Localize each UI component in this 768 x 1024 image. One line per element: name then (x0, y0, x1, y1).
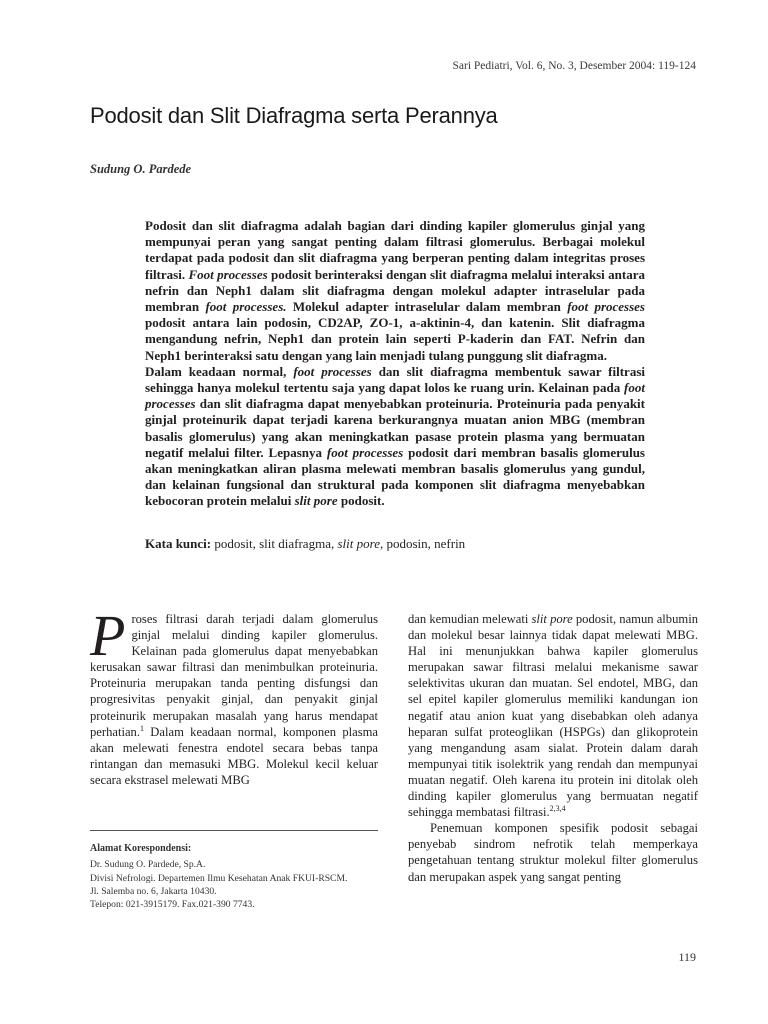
abstract-emphasis: slit pore (294, 493, 338, 509)
correspondence-block (90, 842, 390, 911)
correspondence-divider (90, 830, 378, 831)
abstract-text: podosit dari membran basalis glomerulus akan meningkatkan aliran plasma melewati membran basalis glomerulus yang gundul, dan kelainan fungsional dan struktural pada komponen slit diafragma menyebabkan kebocoran protein melalui (145, 444, 645, 509)
abstract-text: Podosit dan slit diafragma adalah bagian dari dinding kapiler glomerulus ginjal yang mempunyai peran yang sangat penting dalam filtrasi glomerulus. Berbagai molekul terdapat pada podosit dan slit diafragma yang berperan penting dalam integritas proses filtrasi. (145, 218, 645, 282)
abstract-emphasis: foot processes (567, 299, 645, 315)
body-emphasis: slit pore (531, 612, 573, 626)
body-column-right (408, 611, 698, 885)
body-text: dan kemudian melewati (408, 612, 532, 626)
keywords-emphasis: slit pore (337, 536, 380, 551)
abstract-text: dan slit diafragma dapat menyebabkan proteinuria. Proteinuria pada penyakit ginjal proteinurik dapat terjadi karena berkurangnya muatan anion MBG (membran basalis glomerulus) yang akan meningkatkan pasase protein plasma yang bermuatan negatif melalui filter. Lepasnya (145, 396, 645, 460)
abstract-paragraph-2 (145, 364, 645, 510)
body-paragraph: Penemuan komponen spesifik podosit sebagai penyebab sindrom nefrotik telah memperkaya pengetahuan tentang struktur molekul filter glomerulus dan merupakan aspek yang sangat penting (408, 821, 698, 884)
abstract-emphasis: foot processes (293, 363, 372, 379)
abstract-text: podosit berinteraksi dengan slit diafragma melalui interaksi antara nefrin dan Neph1 dalam slit diafragma dengan molekul adapter intraselular pada membran (145, 266, 645, 315)
page-number: 119 (678, 950, 696, 964)
body-text: roses filtrasi darah terjadi dalam glomerulus ginjal melalui dinding kapiler glomerulus. Kelainan pada glomerulus dapat menyebabkan kerusakan sawar filtrasi dan menimbulkan proteinuria. Proteinuria merupakan tanda penting disfungsi dan progresivitas penyakit ginjal, dan penyakit ginjal proteinurik merupakan masalah yang harus mendapat perhatian. (90, 612, 378, 739)
citation-superscript: 1 (140, 723, 144, 733)
keywords-text: podosit, slit diafragma, (211, 536, 338, 551)
abstract-text: podosit antara lain podosin, CD2AP, ZO-1, a-aktinin-4, dan katenin. Slit diafragma mengandung nefrin, Neph1 dan protein lain seperti P-kaderin dan FAT. Nefrin dan Neph1 berinteraksi satu dengan yang lain menjadi tulang punggung slit diafragma. (145, 315, 645, 363)
abstract-text: Dalam keadaan normal, (145, 363, 294, 379)
abstract (145, 218, 645, 510)
correspondence-name: Dr. Sudung O. Pardede, Sp.A. (90, 859, 206, 871)
body-text: podosit, namun albumin dan molekul besar lainnya tidak dapat melewati MBG. Hal ini menunjukkan bahwa kapiler glomerulus merupakan sawar filtrasi melalui mekanisme sawar selektivitas ukuran dan muatan. Sel endotel, MBG, dan sel epitel kapiler glomerulus memiliki kandungan ion negatif atau anion kuat yang disebabkan oleh adanya heparan sulfat proteoglikan (HSPGs) dan glikoprotein yang mengandung asam sialat. Protein dalam darah mempunyai titik isolektrik yang rendah dan mempunyai muatan negatif. Oleh karena itu protein ini ditolak oleh dinding kapiler glomerulus yang bermuatan negatif sehingga membatasi filtrasi. (408, 612, 698, 820)
correspondence-phone: Telepon: 021-3915179. Fax.021-390 7743. (90, 899, 255, 911)
body-paragraph (408, 611, 698, 820)
abstract-emphasis: foot processes (326, 444, 404, 460)
body-text: Dalam keadaan normal, komponen plasma akan melewati fenestra endotel secara bebas tanpa rintangan dan memasuki MBG. Molekul kecil keluar secara ekstrasel melewati MBG (90, 724, 378, 787)
keywords-text: , podosin, nefrin (379, 536, 466, 551)
article-title: Podosit dan Slit Diafragma serta Perannya (90, 103, 498, 128)
abstract-emphasis: foot processes. (205, 299, 287, 315)
article-author: Sudung O. Pardede (90, 162, 192, 176)
citation-superscript: 2,3,4 (549, 803, 566, 813)
body-paragraph (90, 603, 378, 788)
abstract-emphasis: Foot processes (188, 266, 268, 282)
keywords-label: Kata kunci: (145, 536, 212, 551)
correspondence-address: Jl. Salemba no. 6, Jakarta 10430. (90, 885, 217, 897)
abstract-paragraph-1 (145, 218, 645, 364)
correspondence-affiliation: Divisi Nefrologi. Departemen Ilmu Kesehatan Anak FKUI-RSCM. (90, 872, 348, 884)
keywords (145, 536, 645, 552)
body-column-left (90, 603, 378, 788)
abstract-text: podosit. (337, 493, 385, 509)
correspondence-heading: Alamat Korespondensi: (90, 843, 192, 854)
abstract-text: Molekul adapter intraselular dalam membran (286, 299, 568, 315)
abstract-text: dan slit diafragma membentuk sawar filtrasi sehingga hanya molekul tertentu saja yang dapat lolos ke ruang urin. Kelainan pada (145, 363, 645, 396)
abstract-emphasis: foot processes (145, 380, 645, 412)
journal-reference: Sari Pediatri, Vol. 6, No. 3, Desember 2004: 119-124 (452, 60, 696, 72)
drop-cap: P (90, 603, 126, 668)
